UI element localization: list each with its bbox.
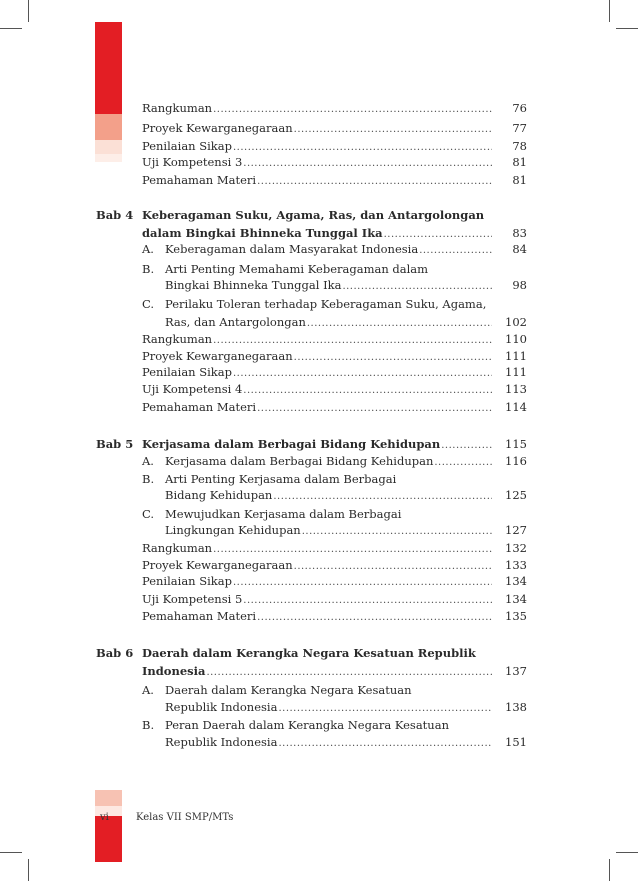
- chapter-title: dalam Bingkai Bhinneka Tunggal Ika: [142, 226, 383, 240]
- chapter-entry[interactable]: [142, 225, 527, 241]
- toc-entry[interactable]: [142, 172, 527, 188]
- toc-page-number: 77: [512, 121, 527, 135]
- chapter-label: Bab 6: [96, 646, 134, 660]
- toc-page-number: 78: [512, 139, 527, 153]
- toc-entry-title: Rangkuman: [142, 541, 213, 555]
- toc-entry-title: Rangkuman: [142, 101, 213, 115]
- footer-page-number: vi: [100, 812, 109, 823]
- crop-mark: [0, 28, 22, 29]
- toc-entry[interactable]: [142, 138, 527, 154]
- toc-page-number: 134: [505, 574, 527, 588]
- toc-page-number: 83: [512, 226, 527, 240]
- toc-page-number: 127: [505, 523, 527, 537]
- toc-page-number: 76: [512, 101, 527, 115]
- decorative-color-band: [95, 22, 122, 162]
- crop-mark: [0, 852, 22, 853]
- section-title: Arti Penting Memahami Keberagaman dalam: [165, 262, 429, 276]
- toc-entry-title: Uji Kompetensi 5: [142, 592, 243, 606]
- chapter-title-line[interactable]: [142, 207, 527, 223]
- chapter-label: Bab 5: [96, 437, 134, 451]
- toc-entry[interactable]: [142, 154, 527, 170]
- section-title-line[interactable]: [165, 682, 527, 698]
- section-prefix: A.: [142, 683, 154, 697]
- toc-entry[interactable]: [142, 120, 527, 136]
- toc-section[interactable]: [165, 734, 527, 750]
- section-title-line[interactable]: [165, 471, 527, 487]
- footer-color-band: [95, 790, 122, 862]
- toc-entry-title: Uji Kompetensi 3: [142, 155, 243, 169]
- toc-page-number: 132: [505, 541, 527, 555]
- toc-entry[interactable]: [142, 331, 527, 347]
- section-title: Bingkai Bhinneka Tunggal Ika: [165, 278, 342, 292]
- toc-entry[interactable]: [142, 540, 527, 556]
- toc-page-number: 84: [512, 242, 527, 256]
- toc-entry-title: Pemahaman Materi: [142, 173, 257, 187]
- toc-entry-title: Proyek Kewarganegaraan: [142, 349, 293, 363]
- toc-page-number: 111: [505, 365, 527, 379]
- toc-page-number: 110: [505, 332, 527, 346]
- section-title: Ras, dan Antargolongan: [165, 315, 306, 329]
- toc-entry[interactable]: [142, 573, 527, 589]
- chapter-title: Indonesia: [142, 664, 206, 678]
- section-title-line[interactable]: [165, 296, 527, 312]
- toc-entry[interactable]: [142, 557, 527, 573]
- crop-mark: [609, 859, 610, 881]
- section-prefix: A.: [142, 242, 154, 256]
- toc-page-number: 134: [505, 592, 527, 606]
- section-title-line[interactable]: [165, 717, 527, 733]
- toc-entry-title: Proyek Kewarganegaraan: [142, 558, 293, 572]
- toc-entry[interactable]: [142, 381, 527, 397]
- toc-entry[interactable]: [142, 591, 527, 607]
- crop-mark: [28, 859, 29, 881]
- section-prefix: C.: [142, 297, 155, 311]
- toc-section[interactable]: [165, 277, 527, 293]
- toc-page-number: 115: [505, 437, 527, 451]
- section-title: Keberagaman dalam Masyarakat Indonesia: [165, 242, 419, 256]
- crop-mark: [616, 852, 638, 853]
- toc-page-number: 137: [505, 664, 527, 678]
- toc-section[interactable]: [165, 699, 527, 715]
- chapter-title: Keberagaman Suku, Agama, Ras, dan Antargolongan: [142, 208, 485, 222]
- toc-page-number: 98: [512, 278, 527, 292]
- toc-section[interactable]: [165, 241, 527, 257]
- toc-entry-title: Penilaian Sikap: [142, 574, 232, 588]
- section-title: Bidang Kehidupan: [165, 488, 273, 502]
- section-prefix: B.: [142, 262, 155, 276]
- toc-entry-title: Uji Kompetensi 4: [142, 382, 243, 396]
- section-title: Lingkungan Kehidupan: [165, 523, 301, 537]
- toc-entry[interactable]: [142, 100, 527, 116]
- section-title: Republik Indonesia: [165, 700, 278, 714]
- toc-page-number: 113: [505, 382, 527, 396]
- section-title: Daerah dalam Kerangka Negara Kesatuan: [165, 683, 412, 697]
- section-prefix: B.: [142, 718, 155, 732]
- section-title: Arti Penting Kerjasama dalam Berbagai: [165, 472, 397, 486]
- toc-page-number: 102: [505, 315, 527, 329]
- section-title: Republik Indonesia: [165, 735, 278, 749]
- toc-page-number: 81: [512, 155, 527, 169]
- toc-page-number: 125: [505, 488, 527, 502]
- toc-entry-title: Proyek Kewarganegaraan: [142, 121, 293, 135]
- section-prefix: B.: [142, 472, 155, 486]
- section-title: Peran Daerah dalam Kerangka Negara Kesatuan: [165, 718, 449, 732]
- chapter-title: Daerah dalam Kerangka Negara Kesatuan Republik: [142, 646, 476, 660]
- section-title-line[interactable]: [165, 506, 527, 522]
- toc-section[interactable]: [165, 487, 527, 503]
- toc-page-number: 111: [505, 349, 527, 363]
- toc-page-number: 135: [505, 609, 527, 623]
- chapter-entry[interactable]: [142, 436, 527, 452]
- chapter-entry[interactable]: [142, 663, 527, 679]
- crop-mark: [609, 0, 610, 22]
- crop-mark: [616, 28, 638, 29]
- section-title-line[interactable]: [165, 261, 527, 277]
- toc-section[interactable]: [165, 314, 527, 330]
- toc-entry-title: Pemahaman Materi: [142, 609, 257, 623]
- toc-page-number: 133: [505, 558, 527, 572]
- crop-mark: [28, 0, 29, 22]
- footer-book-title: Kelas VII SMP/MTs: [136, 812, 234, 823]
- toc-section[interactable]: [165, 453, 527, 469]
- toc-page-number: 151: [505, 735, 527, 749]
- toc-entry[interactable]: [142, 364, 527, 380]
- toc-entry-title: Penilaian Sikap: [142, 139, 232, 153]
- toc-page-number: 138: [505, 700, 527, 714]
- toc-entry[interactable]: [142, 399, 527, 415]
- section-title: Perilaku Toleran terhadap Keberagaman Suku, Agama,: [165, 297, 487, 311]
- toc-page-number: 81: [512, 173, 527, 187]
- toc-entry-title: Pemahaman Materi: [142, 400, 257, 414]
- toc-page-number: 116: [505, 454, 527, 468]
- chapter-title: Kerjasama dalam Berbagai Bidang Kehidupan: [142, 437, 441, 451]
- chapter-title-line[interactable]: [142, 645, 527, 661]
- section-title: Mewujudkan Kerjasama dalam Berbagai: [165, 507, 402, 521]
- toc-entry-title: Penilaian Sikap: [142, 365, 232, 379]
- toc-entry[interactable]: [142, 348, 527, 364]
- toc-entry[interactable]: [142, 608, 527, 624]
- section-title: Kerjasama dalam Berbagai Bidang Kehidupan: [165, 454, 434, 468]
- toc-page-number: 114: [505, 400, 527, 414]
- chapter-label: Bab 4: [96, 208, 134, 222]
- section-prefix: A.: [142, 454, 154, 468]
- toc-entry-title: Rangkuman: [142, 332, 213, 346]
- toc-section[interactable]: [165, 522, 527, 538]
- section-prefix: C.: [142, 507, 155, 521]
